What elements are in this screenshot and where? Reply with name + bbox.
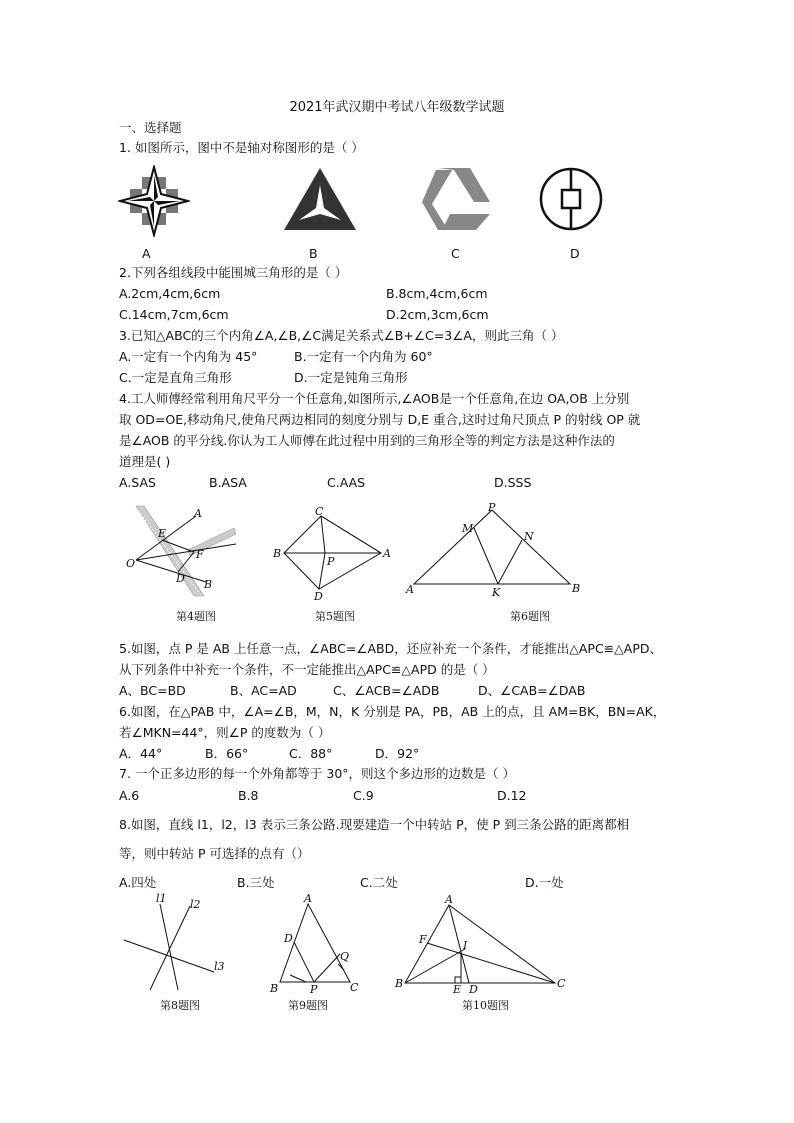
q2-option-c: C.14cm,7cm,6cm <box>119 307 229 322</box>
figure-q6 <box>404 500 584 604</box>
q8-option-b: B.三处 <box>237 875 275 890</box>
fig4-label-b: B <box>204 578 213 591</box>
q1-figure-a <box>118 165 190 241</box>
caption-fig8: 第8题图 <box>160 999 200 1012</box>
figure-q5 <box>269 503 394 607</box>
q2-option-b: B.8cm,4cm,6cm <box>386 286 488 301</box>
fig5-label-c: C <box>315 505 324 518</box>
q1-figure-c <box>420 166 492 236</box>
fig6-label-k: K <box>492 586 501 599</box>
question-3-stem: 3.已知△ABC的三个内角∠A,∠B,∠C满足关系式∠B+∠C=3∠A，则此三角（ ） <box>119 328 564 343</box>
q1-label-b: B <box>309 246 318 261</box>
q6-option-d: D．92° <box>375 746 420 761</box>
fig10-label-f: F <box>419 933 427 946</box>
q8-option-a: A.四处 <box>119 875 157 890</box>
fig10-label-e: E <box>453 983 462 993</box>
q3-option-b: B.一定有一个内角为 60° <box>294 349 433 364</box>
figure-q10 <box>393 893 573 997</box>
fig4-label-f: F <box>196 548 204 561</box>
fig10-label-d: D <box>469 983 478 993</box>
question-4-line-4: 道理是( ) <box>119 454 171 469</box>
question-7-stem: 7. 一个正多边形的每一个外角都等于 30°，则这个多边形的边数是（ ） <box>119 766 516 781</box>
question-6-line-1: 6.如图，在△PAB 中，∠A=∠B，M，N，K 分别是 PA，PB，AB 上的点，且 AM=BK，BN=AK， <box>119 704 666 719</box>
question-2-stem: 2.下列各组线段中能围城三角形的是（ ） <box>119 265 348 280</box>
fig6-label-n: N <box>524 530 534 543</box>
q5-option-b: B、AC=AD <box>230 683 297 698</box>
q1-label-a: A <box>142 246 151 261</box>
question-5-line-1: 5.如图，点 P 是 AB 上任意一点，∠ABC=∠ABD，还应补充一个条件，才能推出△APC≌△APD、 <box>119 641 662 656</box>
fig4-label-d: D <box>176 572 185 585</box>
fig4-label-o: O <box>126 557 136 570</box>
question-4-line-3: 是∠AOB 的平分线.你认为工人师傅在此过程中用到的三角形全等的判定方法是这种作法的 <box>119 433 615 448</box>
q1-figure-d <box>538 166 604 236</box>
fig4-label-e: E <box>158 527 167 540</box>
q4-option-d: D.SSS <box>494 475 532 490</box>
q4-option-b: B.ASA <box>209 475 247 490</box>
q6-option-a: A．44° <box>119 746 163 761</box>
q4-option-a: A.SAS <box>119 475 156 490</box>
fig10-label-i: I <box>463 939 468 952</box>
fig8-label-l3: l3 <box>214 960 225 973</box>
q1-figure-b <box>283 167 357 235</box>
q5-option-d: D、∠CAB=∠DAB <box>478 683 586 698</box>
q8-option-c: C.二处 <box>360 875 398 890</box>
q5-option-a: A、BC=BD <box>119 683 186 698</box>
question-6-line-2: 若∠MKN=44°，则∠P 的度数为（ ） <box>119 725 331 740</box>
question-4-line-2: 取 OD=OE,移动角尺,使角尺两边相同的刻度分别与 D,E 重合,这时过角尺顶点 P 的射线 OP 就 <box>119 412 641 427</box>
q1-label-c: C <box>451 246 460 261</box>
q5-option-c: C、∠ACB=∠ADB <box>333 683 440 698</box>
page-title: 2021年武汉期中考试八年级数学试题 <box>289 100 505 115</box>
q8-option-d: D.一处 <box>525 875 564 890</box>
fig6-label-m: M <box>462 522 474 535</box>
q6-option-c: C．88° <box>289 746 333 761</box>
question-8-line-2: 等，则中转站 P 可选择的点有（） <box>119 846 310 861</box>
caption-fig5: 第5题图 <box>315 610 355 623</box>
figure-q4 <box>118 500 243 604</box>
fig9-label-p: P <box>310 983 318 994</box>
q2-option-d: D.2cm,3cm,6cm <box>386 307 489 322</box>
fig5-label-p: P <box>327 555 335 568</box>
caption-fig6: 第6题图 <box>510 610 550 623</box>
figure-q9 <box>266 892 366 998</box>
fig10-label-c: C <box>557 977 566 990</box>
fig9-label-c: C <box>350 981 359 994</box>
q4-option-c: C.AAS <box>327 475 366 490</box>
fig5-label-d: D <box>314 590 323 603</box>
q3-option-a: A.一定有一个内角为 45° <box>119 349 258 364</box>
fig6-label-a: A <box>406 583 414 596</box>
fig6-label-b: B <box>572 582 581 595</box>
fig6-label-p: P <box>488 501 496 514</box>
fig5-label-b: B <box>273 547 282 560</box>
fig9-label-q: Q <box>340 950 350 963</box>
question-8-line-1: 8.如图，直线 l1，l2，l3 表示三条公路.现要建造一个中转站 P，使 P 到三条公路的距离都相 <box>119 817 630 832</box>
fig5-label-a: A <box>383 547 391 560</box>
question-1-stem: 1. 如图所示，图中不是轴对称图形的是（ ） <box>119 140 364 155</box>
fig10-label-a: A <box>445 893 453 906</box>
q7-option-b: B.8 <box>238 788 259 803</box>
q7-option-d: D.12 <box>497 788 527 803</box>
fig8-label-l1: l1 <box>156 892 167 905</box>
fig4-label-a: A <box>194 507 202 520</box>
fig10-label-b: B <box>395 977 404 990</box>
figure-q8 <box>116 892 226 996</box>
caption-fig10: 第10题图 <box>462 999 509 1012</box>
fig8-label-l2: l2 <box>190 898 201 911</box>
question-4-line-1: 4.工人师傅经常利用角尺平分一个任意角,如图所示,∠AOB是一个任意角,在边 OA,OB 上分别 <box>119 391 630 406</box>
question-5-line-2: 从下列条件中补充一个条件，不一定能推出△APC≌△APD 的是（ ） <box>119 662 495 677</box>
q6-option-b: B．66° <box>205 746 249 761</box>
q3-option-d: D.一定是钝角三角形 <box>294 370 408 385</box>
fig9-label-d: D <box>284 932 293 945</box>
caption-fig4: 第4题图 <box>176 610 216 623</box>
q3-option-c: C.一定是直角三角形 <box>119 370 232 385</box>
section-heading: 一、选择题 <box>119 120 182 135</box>
fig9-label-b: B <box>270 982 279 994</box>
q1-label-d: D <box>570 246 580 261</box>
fig9-label-a: A <box>304 892 312 905</box>
q7-option-a: A.6 <box>119 788 140 803</box>
caption-fig9: 第9题图 <box>288 999 328 1012</box>
q2-option-a: A.2cm,4cm,6cm <box>119 286 221 301</box>
q7-option-c: C.9 <box>353 788 374 803</box>
